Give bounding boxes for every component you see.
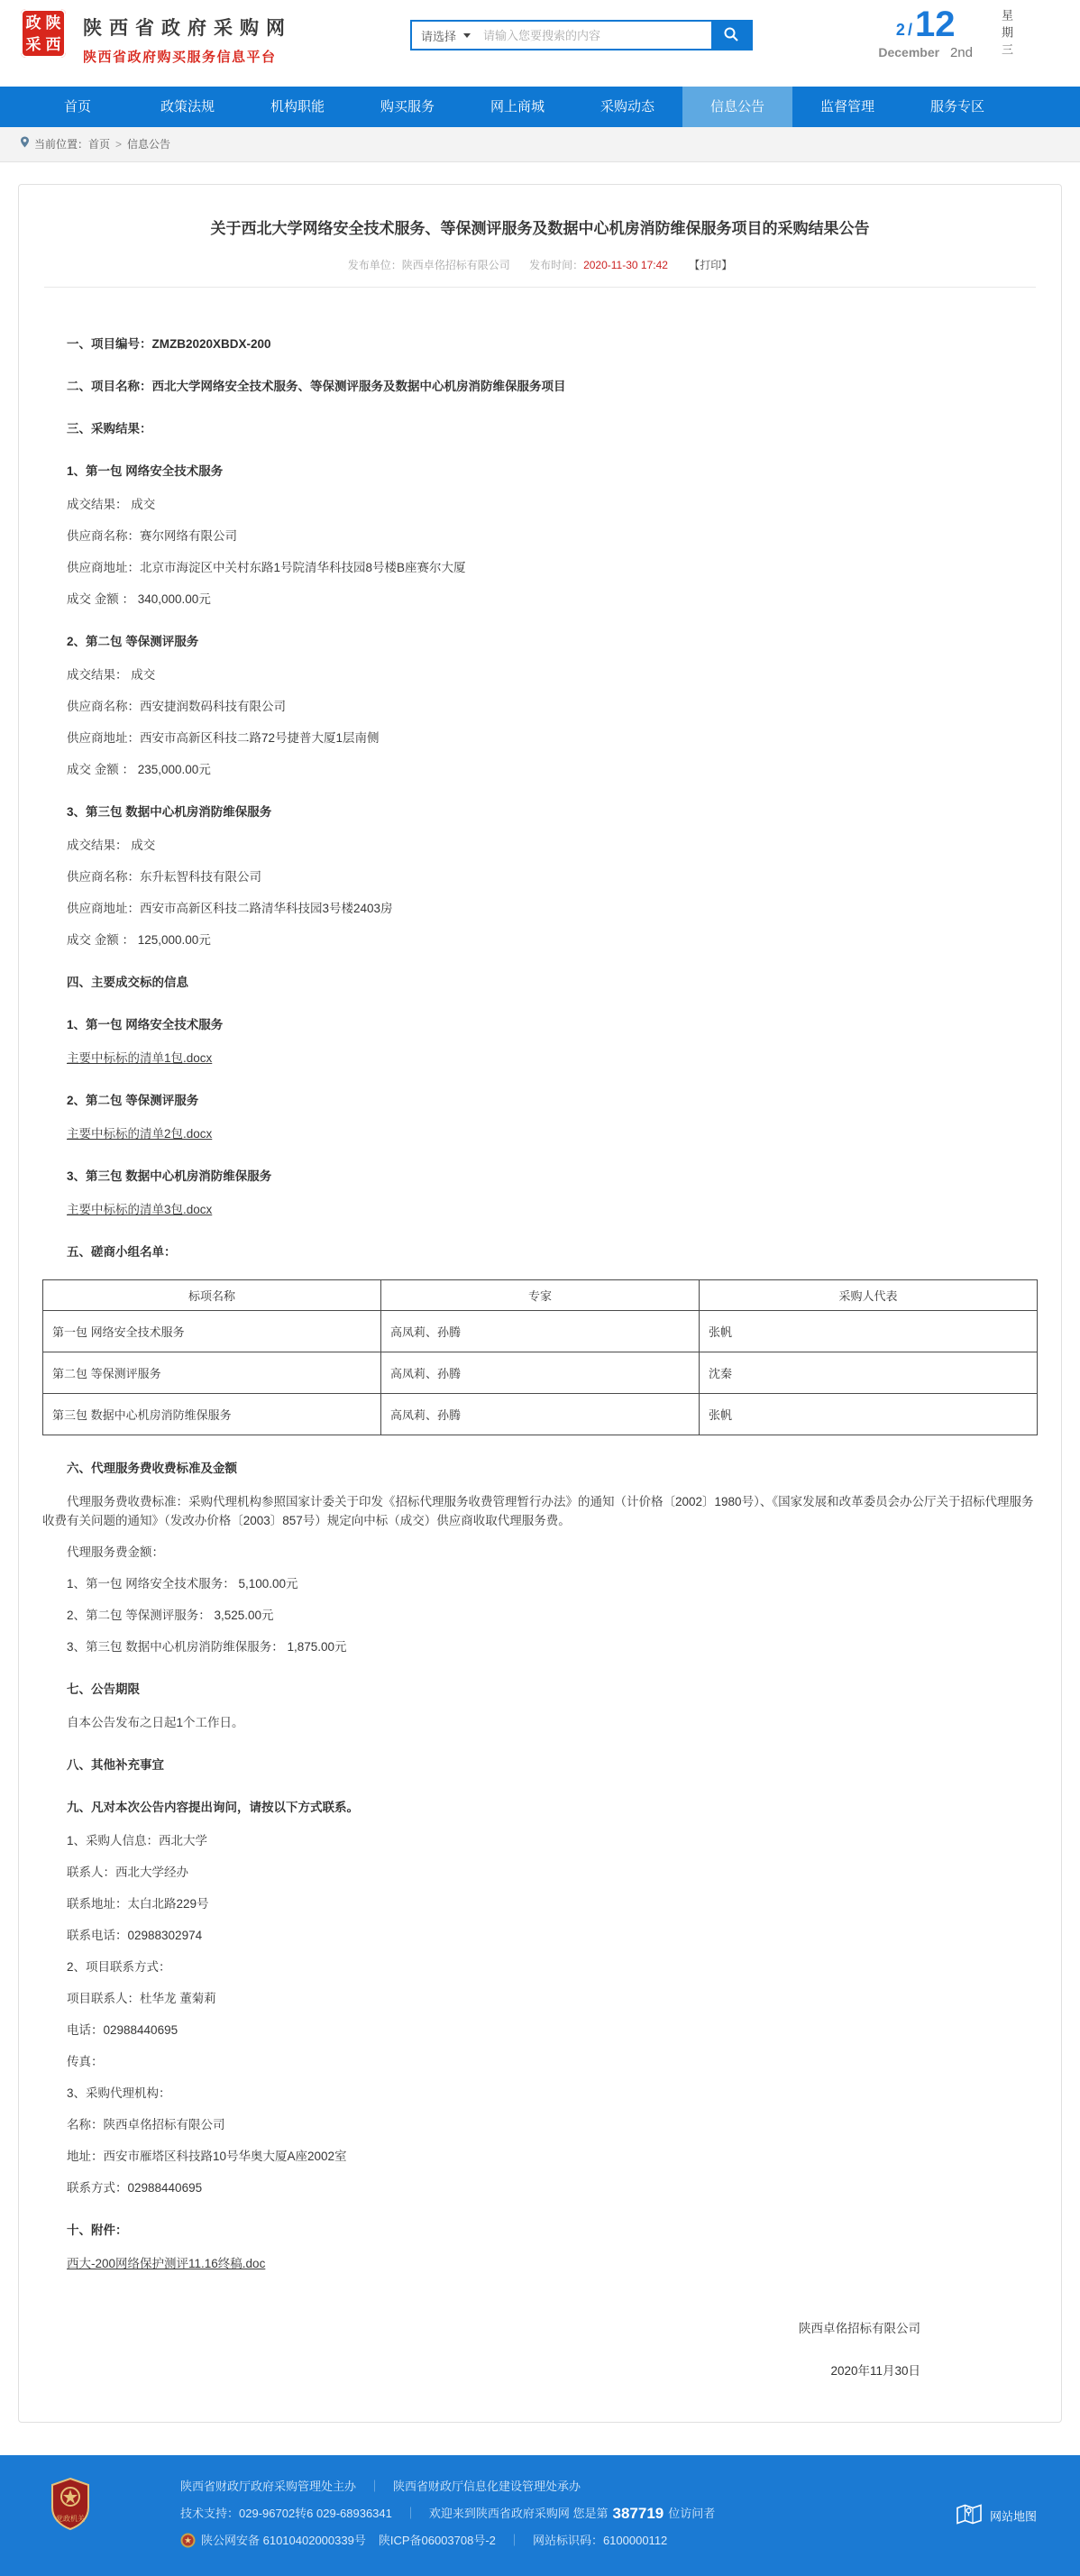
article-heading: 1、第一包 网络安全技术服务 bbox=[67, 1017, 224, 1031]
chevron-down-icon bbox=[463, 33, 471, 38]
nav-item-3[interactable]: 机构职能 bbox=[270, 99, 325, 115]
article-paragraph: 联系方式：02988440695 bbox=[67, 2180, 203, 2195]
article-heading: 二、项目名称：西北大学网络安全技术服务、等保测评服务及数据中心机房消防维保服务项目 bbox=[67, 379, 566, 393]
date-month-number: 2 bbox=[895, 21, 905, 39]
attachment-link[interactable]: 主要中标标的清单3包.docx bbox=[67, 1202, 213, 1216]
search-button[interactable] bbox=[711, 22, 751, 49]
footer-line-3: 陕公网安备 61010402000339号 陕ICP备06003708号-2 ｜ 网站标识码：6100000112 bbox=[180, 2527, 1080, 2554]
date-month-name: December bbox=[878, 45, 940, 60]
print-button[interactable]: 【打印】 bbox=[689, 258, 733, 271]
article-heading: 九、凡对本次公告内容提出询问，请按以下方式联系。 bbox=[67, 1800, 359, 1814]
panel-table bbox=[42, 1279, 1038, 1435]
date-ordinal: 2nd bbox=[949, 45, 973, 60]
table-cell: 第三包 数据中心机房消防维保服务 bbox=[43, 1393, 381, 1435]
article-paragraph: 自本公告发布之日起1个工作日。 bbox=[67, 1715, 244, 1729]
article-paragraph: 供应商地址：西安市高新区科技二路清华科技园3号楼2403房 bbox=[67, 901, 393, 915]
article-heading: 十、附件： bbox=[67, 2223, 128, 2237]
table-cell: 张帆 bbox=[699, 1310, 1037, 1352]
article-heading: 2、第二包 等保测评服务 bbox=[67, 1093, 199, 1107]
article-heading: 2、第二包 等保测评服务 bbox=[67, 634, 199, 648]
nav-item-4[interactable]: 购买服务 bbox=[380, 99, 435, 115]
article-paragraph: 成交 金额 ： 340,000.00元 bbox=[67, 591, 211, 606]
panel-table-head bbox=[43, 1279, 1038, 1310]
footer-welcome-suffix: 位访问者 bbox=[668, 2506, 716, 2520]
article-paragraph bbox=[42, 1049, 1038, 1068]
breadcrumb-separator: > bbox=[115, 138, 123, 151]
nav-item-1[interactable]: 首页 bbox=[63, 99, 91, 115]
table-header-cell: 采购人代表 bbox=[699, 1279, 1037, 1310]
government-badge-icon bbox=[50, 2477, 91, 2535]
date-widget bbox=[878, 7, 1049, 60]
publisher-value: 陕西卓佲招标有限公司 bbox=[401, 258, 510, 271]
article-blocks-after-table bbox=[42, 1459, 1038, 2273]
article-paragraph: 传真： bbox=[67, 2054, 104, 2068]
logo-char: 政 bbox=[25, 14, 41, 32]
footer-line-1: 陕西省财政厅政府采购管理处主办 ｜ 陕西省财政厅信息化建设管理处承办 bbox=[180, 2473, 1080, 2500]
nav-item-8[interactable]: 监督管理 bbox=[819, 99, 874, 115]
article-paragraph: 成交 金额 ： 235,000.00元 bbox=[67, 762, 211, 776]
footer-icp-filing: 陕ICP备06003708号-2 bbox=[378, 2533, 496, 2547]
article-blocks-before-table bbox=[42, 335, 1038, 1261]
article-heading: 七、公告期限 bbox=[67, 1682, 140, 1696]
signature-org: 陕西卓佲招标有限公司 bbox=[799, 2321, 920, 2335]
table-cell: 高凤莉、孙腾 bbox=[381, 1352, 700, 1393]
footer-co-organizer: 陕西省财政厅信息化建设管理处承办 bbox=[393, 2479, 581, 2493]
footer-tech-support: 技术支持：029-96702转6 029-68936341 bbox=[180, 2506, 392, 2520]
article-heading: 四、主要成交标的信息 bbox=[67, 975, 188, 989]
article-paragraph: 代理服务费收费标准：采购代理机构参照国家计委关于印发《招标代理服务收费管理暂行办法》的通知（计价格〔2002〕1980号）、《国家发展和改革委员会办公厅关于招标代理服务收费有关问题的通知》（发改办价格〔2003〕857号）规定向中标（成交）供应商收取代理服务费。 bbox=[42, 1494, 1034, 1527]
table-header-cell: 标项名称 bbox=[43, 1279, 381, 1310]
article-heading: 1、第一包 网络安全技术服务 bbox=[67, 463, 224, 478]
nav-item-2[interactable]: 政策法规 bbox=[160, 99, 215, 115]
publisher-label: 发布单位： bbox=[347, 258, 402, 271]
article-paragraph: 供应商地址：北京市海淀区中关村东路1号院清华科技园8号楼B座赛尔大厦 bbox=[67, 560, 466, 574]
article-paragraph bbox=[42, 1124, 1038, 1143]
site-footer bbox=[0, 2455, 1080, 2576]
site-subtitle: 陕西省政府购买服务信息平台 bbox=[83, 50, 277, 65]
article-heading: 一、项目编号：ZMZB2020XBDX-200 bbox=[67, 336, 271, 351]
breadcrumb bbox=[0, 127, 1080, 162]
footer-site-id: 网站标识码：6100000112 bbox=[532, 2533, 668, 2547]
article-paragraph: 名称：陕西卓佲招标有限公司 bbox=[67, 2117, 225, 2131]
table-cell: 第二包 等保测评服务 bbox=[43, 1352, 381, 1393]
sitemap-button[interactable] bbox=[956, 2502, 1037, 2528]
public-security-emblem-icon bbox=[180, 2533, 196, 2548]
logo-char: 采 bbox=[25, 35, 41, 53]
announcement-card bbox=[18, 184, 1062, 2423]
article-heading: 三、采购结果： bbox=[67, 421, 152, 435]
breadcrumb-prefix: 当前位置： bbox=[34, 138, 89, 151]
article-paragraph: 供应商地址：西安市高新区科技二路72号捷普大厦1层南侧 bbox=[67, 730, 380, 745]
table-row bbox=[43, 1393, 1038, 1435]
table-row bbox=[43, 1310, 1038, 1352]
date-day-number: 12 bbox=[914, 5, 956, 44]
attachment-link[interactable]: 主要中标标的清单2包.docx bbox=[67, 1126, 213, 1141]
date-slash: / bbox=[907, 21, 912, 39]
nav-item-5[interactable]: 网上商城 bbox=[490, 99, 545, 115]
visitor-count: 387719 bbox=[612, 2504, 664, 2522]
article-paragraph bbox=[42, 1200, 1038, 1219]
footer-welcome-prefix: 欢迎来到陕西省政府采购网 您是第 bbox=[428, 2506, 609, 2520]
article-paragraph: 供应商名称：赛尔网络有限公司 bbox=[67, 528, 237, 543]
article-paragraph: 1、采购人信息：西北大学 bbox=[67, 1833, 208, 1847]
article-paragraph: 联系人：西北大学经办 bbox=[67, 1865, 188, 1879]
article-heading: 五、磋商小组名单： bbox=[67, 1244, 177, 1259]
table-row bbox=[43, 1352, 1038, 1393]
table-cell: 高凤莉、孙腾 bbox=[381, 1393, 700, 1435]
article-paragraph: 2、项目联系方式： bbox=[67, 1959, 171, 1974]
search-icon bbox=[723, 26, 739, 45]
site-header bbox=[0, 0, 1080, 87]
date-weekday: 星期三 bbox=[1000, 9, 1013, 60]
publish-time-label: 发布时间： bbox=[529, 258, 584, 271]
article-body bbox=[19, 288, 1061, 2379]
article-meta bbox=[19, 257, 1061, 272]
article-paragraph: 联系地址：太白北路229号 bbox=[67, 1896, 209, 1911]
search-input[interactable] bbox=[478, 22, 711, 49]
nav-item-6[interactable]: 采购动态 bbox=[599, 99, 654, 115]
search-bar bbox=[410, 20, 753, 50]
site-logo bbox=[21, 9, 66, 58]
signature-block bbox=[42, 2318, 920, 2379]
logo-char: 陕 bbox=[45, 14, 61, 32]
site-title: 陕西省政府采购网 bbox=[83, 18, 292, 39]
article-paragraph: 3、第三包 数据中心机房消防维保服务： 1,875.00元 bbox=[67, 1639, 347, 1654]
table-header-row bbox=[43, 1279, 1038, 1310]
footer-line-2: 技术支持：029-96702转6 029-68936341 ｜ 欢迎来到陕西省政府采购网 您是第 387719 位访问者 bbox=[180, 2500, 1080, 2527]
date-main bbox=[878, 7, 973, 60]
nav-item-9[interactable]: 服务专区 bbox=[929, 99, 984, 115]
table-cell: 张帆 bbox=[699, 1393, 1037, 1435]
page-title: 关于西北大学网络安全技术服务、等保测评服务及数据中心机房消防维保服务项目的采购结果公告 bbox=[210, 220, 870, 237]
article-paragraph: 成交结果： 成交 bbox=[67, 838, 156, 852]
panel-table-body bbox=[43, 1310, 1038, 1435]
article-paragraph: 供应商名称：西安捷润数码科技有限公司 bbox=[67, 699, 286, 713]
search-select-label: 请选择 bbox=[421, 29, 457, 43]
article-paragraph: 地址：西安市雁塔区科技路10号华奥大厦A座2002室 bbox=[67, 2149, 347, 2163]
table-cell: 高凤莉、孙腾 bbox=[381, 1310, 700, 1352]
article-heading: 八、其他补充事宜 bbox=[67, 1757, 164, 1772]
article-paragraph: 3、采购代理机构： bbox=[67, 2086, 171, 2100]
article-paragraph: 电话：02988440695 bbox=[67, 2022, 178, 2037]
article-heading: 3、第三包 数据中心机房消防维保服务 bbox=[67, 804, 272, 819]
breadcrumb-home-link[interactable]: 首页 bbox=[88, 138, 111, 151]
article-heading: 六、代理服务费收费标准及金额 bbox=[67, 1461, 237, 1475]
svg-text:党政机关: 党政机关 bbox=[56, 2514, 85, 2523]
article-paragraph: 成交结果： 成交 bbox=[67, 667, 156, 682]
site-titles bbox=[83, 14, 292, 66]
search-category-select[interactable] bbox=[412, 22, 478, 49]
footer-organizer: 陕西省财政厅政府采购管理处主办 bbox=[180, 2479, 357, 2493]
article-paragraph: 供应商名称：东升耘智科技有限公司 bbox=[67, 869, 261, 884]
attachment-link[interactable]: 西大-200网络保护测评11.16终稿.doc bbox=[67, 2256, 266, 2270]
table-cell: 沈秦 bbox=[699, 1352, 1037, 1393]
footer-lines bbox=[180, 2473, 1080, 2554]
attachment-link[interactable]: 主要中标标的清单1包.docx bbox=[67, 1050, 213, 1065]
nav-item-7[interactable]: 信息公告 bbox=[682, 87, 792, 127]
table-cell: 第一包 网络安全技术服务 bbox=[43, 1310, 381, 1352]
article-paragraph: 项目联系人：杜华龙 董菊莉 bbox=[67, 1991, 216, 2005]
location-pin-icon bbox=[20, 127, 34, 161]
sitemap-icon bbox=[956, 2502, 990, 2528]
logo-char: 西 bbox=[45, 35, 61, 53]
signature-date: 2020年11月30日 bbox=[830, 2363, 920, 2378]
table-header-cell: 专家 bbox=[381, 1279, 700, 1310]
sitemap-label: 网站地图 bbox=[989, 2509, 1037, 2523]
breadcrumb-current: 信息公告 bbox=[127, 138, 171, 151]
article-paragraph: 成交结果： 成交 bbox=[67, 497, 156, 511]
footer-psb-filing: 陕公网安备 61010402000339号 bbox=[201, 2533, 366, 2547]
article-heading: 3、第三包 数据中心机房消防维保服务 bbox=[67, 1169, 272, 1183]
publish-time-value: 2020-11-30 17:42 bbox=[583, 258, 668, 271]
article-paragraph: 1、第一包 网络安全技术服务： 5,100.00元 bbox=[67, 1576, 298, 1591]
article-paragraph: 成交 金额 ： 125,000.00元 bbox=[67, 932, 211, 947]
main-nav bbox=[0, 87, 1080, 127]
article-paragraph: 代理服务费金额： bbox=[67, 1545, 164, 1559]
article-paragraph bbox=[42, 2254, 1038, 2273]
article-paragraph: 2、第二包 等保测评服务： 3,525.00元 bbox=[67, 1608, 274, 1622]
article-paragraph: 联系电话：02988302974 bbox=[67, 1928, 203, 1942]
